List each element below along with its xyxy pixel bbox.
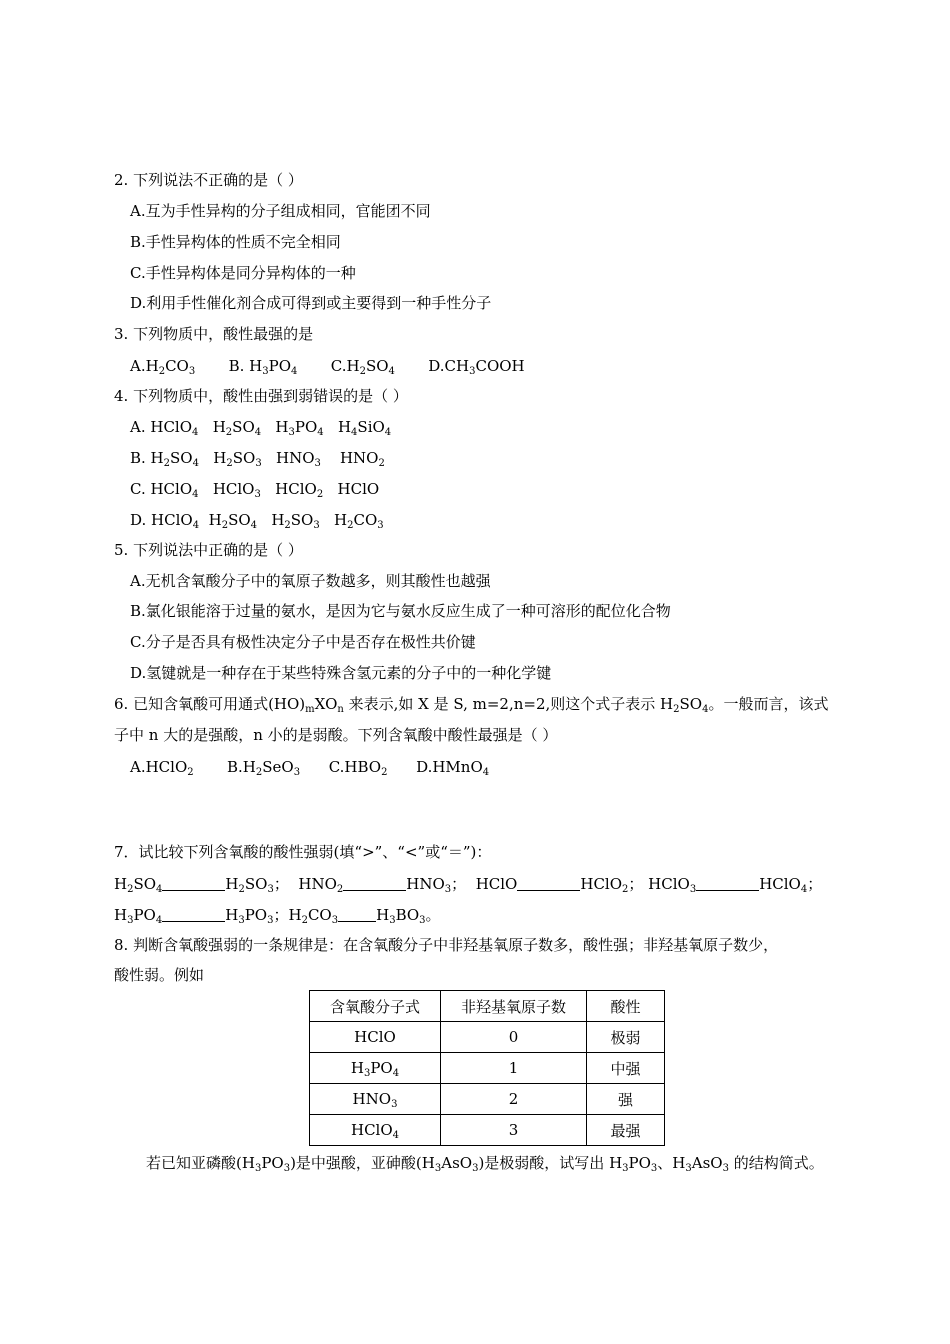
q2-option-b: B.手性异构体的性质不完全相同: [130, 233, 341, 251]
q6-line2: 子中 n 大的是强酸，n 小的是弱酸。下列含氧酸中酸性最强是（ ）: [114, 726, 558, 744]
q2-option-a: A.互为手性异构的分子组成相同，官能团不同: [130, 202, 431, 220]
q4-option-c: C. HClO$_4$ HClO$_3$ HClO$_2$ HClO: [130, 480, 380, 500]
q8-line1: 8. 判断含氧酸强弱的一条规律是：在含氧酸分子中非羟基氧原子数多，酸性强；非羟基氧原子数少，: [114, 936, 779, 954]
table-row: [310, 1084, 665, 1115]
table-header: 酸性: [587, 991, 665, 1022]
table-cell-acidity: 最强: [587, 1115, 665, 1146]
table-cell-acidity: 强: [587, 1084, 665, 1115]
q7-line1: $H_2SO_4$ $H_2SO_3$； $HNO_2$ $HNO_3$； HClO HClO$_2$； HClO$_3$ HClO$_4$；: [114, 875, 823, 895]
q8-line2: 酸性弱。例如: [114, 966, 205, 984]
q8-question: 若已知亚磷酸$(H_3PO_3)$是中强酸，亚砷酸$(H_3AsO_3)$是极弱酸，试写出 $H_3PO_3$、$H_3AsO_3$ 的结构简式。: [146, 1154, 824, 1174]
q2-stem: 2. 下列说法不正确的是（ ）: [114, 171, 303, 189]
table-cell-formula: $HNO_3$: [310, 1084, 441, 1115]
q5-option-a: A.无机含氧酸分子中的氧原子数越多，则其酸性也越强: [130, 572, 491, 590]
q4-option-a: A. HClO$_4$ $H_2SO_4$ $H_3PO_4$ $H_4SiO_4$: [130, 418, 392, 438]
q5-option-d: D.氢键就是一种存在于某些特殊含氢元素的分子中的一种化学键: [130, 664, 552, 682]
q4-stem: 4. 下列物质中，酸性由强到弱错误的是（ ）: [114, 387, 408, 405]
table-cell-count: 3: [441, 1115, 587, 1146]
acid-table: [309, 990, 665, 1146]
table-row: [310, 1115, 665, 1146]
table-cell-formula: $H_3PO_4$: [310, 1053, 441, 1084]
q7-stem: 7．试比较下列含氧酸的酸性强弱(填“>”、“<”或“＝”)：: [114, 843, 492, 861]
q4-option-b: B. $H_2SO_4$ $H_2SO_3$ $HNO_3$ $HNO_2$: [130, 449, 385, 469]
table-cell-acidity: 中强: [587, 1053, 665, 1084]
table-header: 含氧酸分子式: [310, 991, 441, 1022]
q7-line2: $H_3PO_4$ $H_3PO_3$；$H_2CO_3$ $H_3BO_3$。: [114, 906, 441, 926]
table-cell-formula: HClO: [310, 1022, 441, 1053]
q6-options: A.HClO$_2$ $B.H_2SeO_3$ $C.HBO_2$ D.HMnO$_4$: [130, 758, 490, 778]
q4-option-d: D. HClO$_4$ $H_2SO_4$ $H_2SO_3$ $H_2CO_3$: [130, 511, 384, 531]
q3-stem: 3. 下列物质中，酸性最强的是: [114, 325, 314, 343]
table-row: [310, 1022, 665, 1053]
q2-option-c: C.手性异构体是同分异构体的一种: [130, 264, 356, 282]
q5-stem: 5. 下列说法中正确的是（ ）: [114, 541, 303, 559]
q2-option-d: D.利用手性催化剂合成可得到或主要得到一种手性分子: [130, 294, 492, 312]
table-row: [310, 1053, 665, 1084]
q5-option-c: C.分子是否具有极性决定分子中是否存在极性共价键: [130, 633, 476, 651]
table-cell-count: 2: [441, 1084, 587, 1115]
table-cell-acidity: 极弱: [587, 1022, 665, 1053]
table-cell-formula: HClO$_4$: [310, 1115, 441, 1146]
q3-options: $A.H_2CO_3$ B. $H_3PO_4$ $C.H_2SO_4$ $D.CH_3COOH$: [130, 357, 525, 377]
table-header-row: [310, 991, 665, 1022]
q6-line1: 6. 已知含氧酸可用通式$(HO)_mXO_n$ 来表示,如 X 是 S, m=2,n=2,则这个式子表示 $H_2SO_4$。一般而言，该式: [114, 695, 829, 715]
table-cell-count: 1: [441, 1053, 587, 1084]
q5-option-b: B.氯化银能溶于过量的氨水，是因为它与氨水反应生成了一种可溶形的配位化合物: [130, 602, 671, 620]
table-header: 非羟基氧原子数: [441, 991, 587, 1022]
table-cell-count: 0: [441, 1022, 587, 1053]
